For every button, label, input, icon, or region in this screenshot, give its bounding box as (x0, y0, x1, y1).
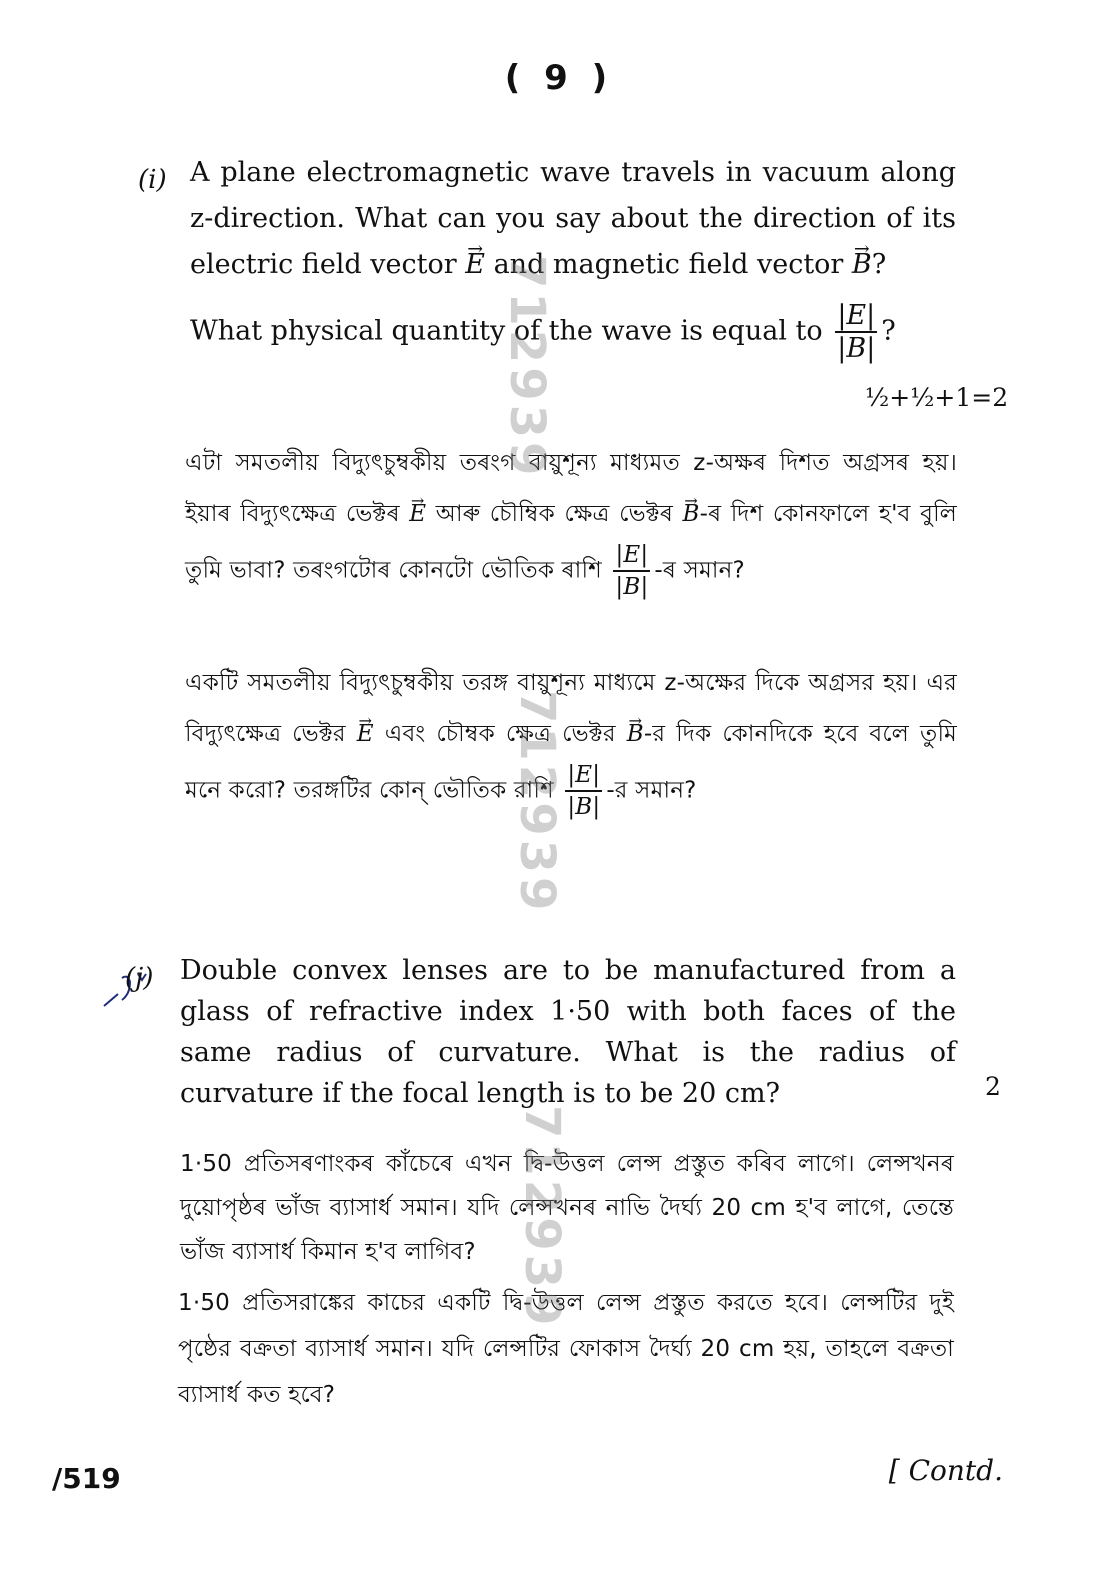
assamese-text-1: এটা সমতলীয় বিদ্যুৎচুম্বকীয় তৰংগ বায়ুশূন্য মাধ্যমত z-অক্ষৰ দিশত অগ্ৰসৰ হয়। ইয়াৰ বিদ্যুৎক্ষেত্ৰ ভেক্টৰ (185, 450, 957, 527)
question-i-bengali (185, 658, 957, 822)
fraction-numerator: |E| (835, 300, 877, 333)
roll-watermark: 712939 (509, 690, 565, 915)
question-i-english-2 (190, 300, 960, 364)
field-ratio-fraction (835, 300, 877, 364)
question-i-english (190, 150, 956, 288)
question-j-english: Double convex lenses are to be manufactured from a glass of refractive index 1·50 with both faces of the same radius of curvature. What is the radius of curvature if the focal length is to be 20 cm? (180, 955, 956, 1109)
bengali-B-vector: → B (627, 709, 644, 760)
assamese-fraction-den: |B| (615, 574, 649, 600)
question-i-label: (i) (138, 165, 167, 195)
bengali-text-1: একটি সমতলীয় বিদ্যুৎচুম্বকীয় তরঙ্গ বায়ুশূন্য মাধ্যমে z-অক্ষের দিকে অগ্রসর হয়। এর বিদ্যুৎক্ষেত্র ভেক্টর (185, 670, 957, 747)
bengali-fraction-den: |B| (567, 794, 601, 820)
assamese-E-vector: → E (409, 489, 426, 540)
question-i-text-mid: and magnetic field vector (493, 249, 844, 280)
bengali-text-2: এবং চৌম্বক ক্ষেত্র ভেক্টর (384, 721, 616, 747)
question-i-assamese (185, 438, 957, 602)
question-j-bengali: 1·50 প্রতিসরাঙ্কের কাচের একটি দ্বি-উত্তল লেন্স প্রস্তুত করতে হবে। লেন্সটির দুই পৃষ্ঠের বক্রতা ব্যাসার্ধ সমান। যদি লেন্সটির ফোকাস দৈর্ঘ্য 20 cm হয়, তাহলে বক্রতা ব্যাসার্ধ কত হবে? (178, 1290, 954, 1408)
roll-watermark: 712939 (514, 1105, 570, 1330)
electric-field-vector: → E (465, 242, 485, 288)
question-i-text: A plane electromagnetic wave travels in vacuum along z-direction. What can you say about the direction of its electric field vector (190, 157, 956, 280)
paper-code: /519 (52, 1462, 121, 1495)
bengali-fraction-num: |E| (565, 760, 602, 792)
continued-label: [ Contd. (888, 1454, 1003, 1487)
page-number: ( 9 ) (504, 58, 614, 98)
assamese-text-4: -ৰ সমান? (654, 557, 745, 584)
assamese-text-2: আৰু চৌম্বিক ক্ষেত্ৰ ভেক্টৰ (435, 501, 674, 527)
bengali-E-vector: → E (357, 709, 374, 760)
question-i-marks: ½+½+1=2 (865, 383, 1009, 412)
magnetic-field-vector: → B (852, 242, 872, 288)
assamese-text-3: -ৰ দিশ কোনফালে হ'ব বুলি তুমি ভাবা? তৰংগটোৰ কোনটো ভৌতিক ৰাশি (185, 501, 958, 584)
assamese-fraction-num: |E| (613, 540, 650, 572)
question-i-ratio-text: What physical quantity of the wave is equal to (190, 315, 823, 347)
question-j-assamese: 1·50 প্ৰতিসৰণাংকৰ কাঁচেৰে এখন দ্বি-উত্তল লেন্স প্ৰস্তুত কৰিব লাগে। লেন্সখনৰ দুয়োপৃষ্ঠৰ ভাঁজ ব্যাসাৰ্ধ সমান। যদি লেন্সখনৰ নাভি দৈৰ্ঘ্য 20 cm হ'ব লাগে, তেন্তে ভাঁজ ব্যাসাৰ্ধ কিমান হ'ব লাগিব? (180, 1151, 954, 1265)
assamese-fraction (613, 540, 650, 602)
bengali-text-4: -র সমান? (606, 777, 697, 804)
fraction-denominator: |B| (837, 333, 876, 365)
question-j-marks: 2 (985, 1072, 1001, 1101)
bengali-fraction (565, 760, 602, 822)
question-i-ratio-end: ? (881, 315, 896, 347)
roll-watermark: 712939 (499, 255, 555, 480)
question-j-label: (j) (125, 963, 154, 993)
assamese-B-vector: → B (683, 489, 700, 540)
bengali-text-3: -র দিক কোনদিকে হবে বলে তুমি মনে করো? তরঙ্গটির কোন্ ভৌতিক রাশি (185, 721, 957, 804)
question-i-text-end: ? (871, 249, 887, 280)
